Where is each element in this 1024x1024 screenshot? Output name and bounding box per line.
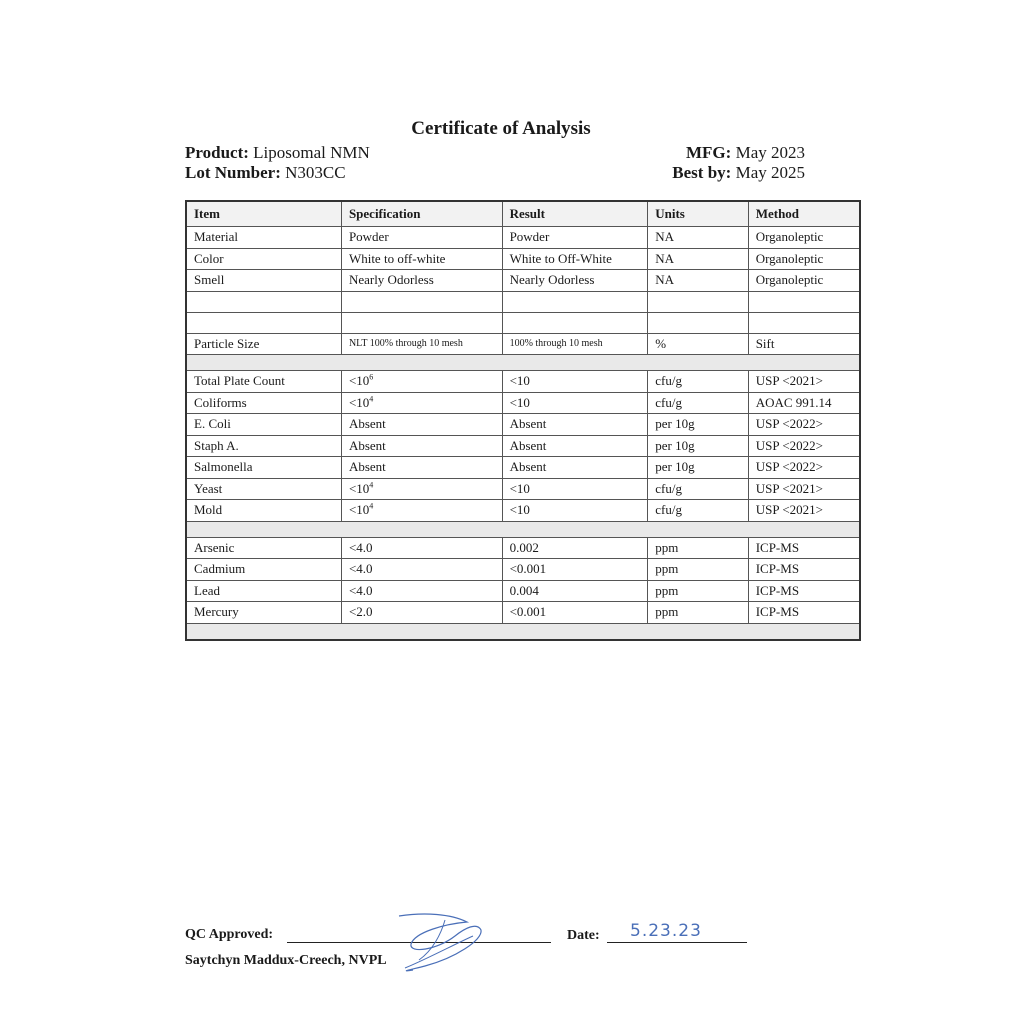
item-cell: Lead xyxy=(186,580,341,602)
spec-cell: NLT 100% through 10 mesh xyxy=(341,333,502,355)
best-by-value: May 2025 xyxy=(735,163,805,182)
table-row xyxy=(186,435,860,457)
spec-cell xyxy=(341,478,502,500)
method-cell: USP <2021> xyxy=(748,371,860,393)
spec-cell: <4.0 xyxy=(341,537,502,559)
item-cell: Particle Size xyxy=(186,333,341,355)
units-cell: NA xyxy=(648,270,748,292)
result-cell: <10 xyxy=(502,500,648,522)
spec-base: Absent xyxy=(348,459,386,475)
spec-cell: Powder xyxy=(341,227,502,249)
spec-cell: <2.0 xyxy=(341,602,502,624)
column-header: Specification xyxy=(341,201,502,227)
table-row xyxy=(186,457,860,479)
table-row xyxy=(186,371,860,393)
spec-base: Absent xyxy=(348,416,386,432)
qc-approved-label: QC Approved: xyxy=(185,927,274,942)
spec-base: Absent xyxy=(348,437,386,453)
spec-cell xyxy=(341,500,502,522)
result-cell: <10 xyxy=(502,478,648,500)
spec-cell xyxy=(341,435,502,457)
item-cell: Coliforms xyxy=(186,392,341,414)
lot-label: Lot Number: xyxy=(185,163,281,182)
product-line xyxy=(185,143,370,163)
spec-base: <10 xyxy=(348,502,370,518)
units-cell: ppm xyxy=(648,559,748,581)
product-label: Product: xyxy=(185,143,249,162)
method-cell: Organoleptic xyxy=(748,270,860,292)
spec-exponent: 4 xyxy=(369,394,374,404)
item-cell: Mercury xyxy=(186,602,341,624)
date-label: Date: xyxy=(567,928,600,943)
result-cell: Absent xyxy=(502,435,648,457)
mfg-value: May 2023 xyxy=(735,143,805,162)
spec-cell xyxy=(341,414,502,436)
method-cell: ICP-MS xyxy=(748,559,860,581)
method-cell: ICP-MS xyxy=(748,580,860,602)
method-cell: USP <2022> xyxy=(748,414,860,436)
method-cell: Organoleptic xyxy=(748,227,860,249)
result-cell: Absent xyxy=(502,457,648,479)
table-header-row xyxy=(186,201,860,227)
spec-cell xyxy=(341,392,502,414)
units-cell: ppm xyxy=(648,537,748,559)
handwritten-signature-icon xyxy=(385,910,495,976)
spec-cell: <4.0 xyxy=(341,580,502,602)
table-row xyxy=(186,602,860,624)
spec-base: <10 xyxy=(348,394,370,410)
spec-cell: White to off-white xyxy=(341,248,502,270)
item-cell: Color xyxy=(186,248,341,270)
method-cell: ICP-MS xyxy=(748,602,860,624)
spec-exponent: 6 xyxy=(369,372,374,382)
section-divider xyxy=(186,623,860,640)
blank-row xyxy=(186,312,860,333)
document-title: Certificate of Analysis xyxy=(411,118,591,139)
lot-line xyxy=(185,163,346,183)
units-cell: per 10g xyxy=(648,457,748,479)
result-cell: Powder xyxy=(502,227,648,249)
spec-exponent: 4 xyxy=(369,501,374,511)
table-row xyxy=(186,478,860,500)
spec-cell: <4.0 xyxy=(341,559,502,581)
item-cell: Mold xyxy=(186,500,341,522)
method-cell: USP <2021> xyxy=(748,500,860,522)
item-cell: Total Plate Count xyxy=(186,371,341,393)
units-cell: ppm xyxy=(648,580,748,602)
date-value: 5.23.23 xyxy=(630,921,702,941)
method-cell: USP <2021> xyxy=(748,478,860,500)
table-row xyxy=(186,270,860,292)
column-header: Units xyxy=(648,201,748,227)
result-cell: <0.001 xyxy=(502,559,648,581)
table-row xyxy=(186,500,860,522)
units-cell: % xyxy=(648,333,748,355)
table-row xyxy=(186,392,860,414)
method-cell: ICP-MS xyxy=(748,537,860,559)
table-row xyxy=(186,414,860,436)
best-by-label: Best by: xyxy=(672,163,732,182)
method-cell: USP <2022> xyxy=(748,457,860,479)
units-cell: NA xyxy=(648,227,748,249)
method-cell: Organoleptic xyxy=(748,248,860,270)
table-row xyxy=(186,537,860,559)
result-cell: 0.004 xyxy=(502,580,648,602)
spec-base: <10 xyxy=(348,480,370,496)
units-cell: cfu/g xyxy=(648,478,748,500)
result-cell: 0.002 xyxy=(502,537,648,559)
units-cell: cfu/g xyxy=(648,500,748,522)
item-cell: Cadmium xyxy=(186,559,341,581)
lot-value: N303CC xyxy=(285,163,346,182)
result-cell: <10 xyxy=(502,392,648,414)
method-cell: USP <2022> xyxy=(748,435,860,457)
best-by-line xyxy=(672,163,805,183)
result-cell: 100% through 10 mesh xyxy=(502,333,648,355)
units-cell: NA xyxy=(648,248,748,270)
units-cell: per 10g xyxy=(648,414,748,436)
item-cell: Yeast xyxy=(186,478,341,500)
product-value: Liposomal NMN xyxy=(253,143,370,162)
table-row xyxy=(186,248,860,270)
blank-row xyxy=(186,291,860,312)
units-cell: per 10g xyxy=(648,435,748,457)
result-cell: Nearly Odorless xyxy=(502,270,648,292)
item-cell: E. Coli xyxy=(186,414,341,436)
units-cell: cfu/g xyxy=(648,392,748,414)
table-row xyxy=(186,559,860,581)
spec-cell xyxy=(341,457,502,479)
signer-name: Saytchyn Maddux-Creech, NVPL xyxy=(185,953,387,968)
item-cell: Material xyxy=(186,227,341,249)
spec-exponent: 4 xyxy=(369,480,374,490)
spec-cell xyxy=(341,371,502,393)
result-cell: <10 xyxy=(502,371,648,393)
item-cell: Salmonella xyxy=(186,457,341,479)
spec-cell: Nearly Odorless xyxy=(341,270,502,292)
item-cell: Staph A. xyxy=(186,435,341,457)
units-cell: cfu/g xyxy=(648,371,748,393)
section-divider xyxy=(186,355,860,371)
units-cell: ppm xyxy=(648,602,748,624)
table-row xyxy=(186,333,860,355)
date-line xyxy=(607,942,747,943)
column-header: Item xyxy=(186,201,341,227)
mfg-label: MFG: xyxy=(686,143,732,162)
item-cell: Smell xyxy=(186,270,341,292)
table-row xyxy=(186,227,860,249)
column-header: Method xyxy=(748,201,860,227)
section-divider xyxy=(186,521,860,537)
item-cell: Arsenic xyxy=(186,537,341,559)
result-cell: White to Off-White xyxy=(502,248,648,270)
method-cell: Sift xyxy=(748,333,860,355)
result-cell: Absent xyxy=(502,414,648,436)
mfg-line xyxy=(686,143,805,163)
method-cell: AOAC 991.14 xyxy=(748,392,860,414)
spec-base: <10 xyxy=(348,373,370,389)
result-cell: <0.001 xyxy=(502,602,648,624)
table-row xyxy=(186,580,860,602)
analysis-table xyxy=(185,200,861,641)
column-header: Result xyxy=(502,201,648,227)
